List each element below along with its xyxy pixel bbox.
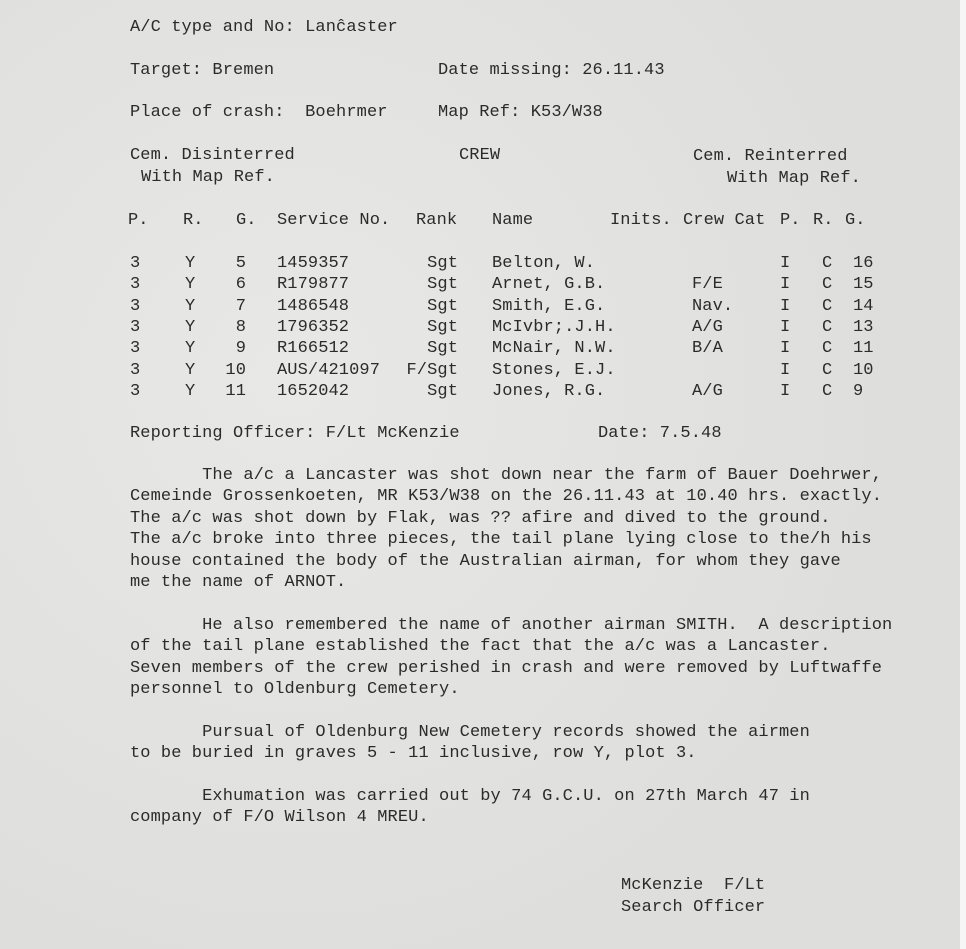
- table-cell: A/G: [692, 381, 723, 401]
- table-cell: Sgt: [427, 381, 458, 401]
- table-cell: 13: [853, 317, 874, 337]
- table-cell: I: [780, 296, 791, 316]
- cem-disinterred-mapref: With Map Ref.: [141, 168, 275, 187]
- column-header: P.: [128, 211, 149, 230]
- table-cell: C: [822, 254, 833, 273]
- table-cell: 7: [235, 296, 246, 316]
- column-header: P.: [780, 211, 801, 230]
- body-line: Cemeinde Grossenkoeten, MR K53/W38 on the 26.11.43 at 10.40 hrs. exactly.: [130, 487, 883, 507]
- table-cell: 1652042: [277, 381, 350, 401]
- map-ref: Map Ref: K53/W38: [438, 103, 603, 122]
- table-cell: 1459357: [277, 254, 350, 273]
- table-cell: Y: [185, 360, 196, 380]
- table-cell: Y: [185, 254, 196, 273]
- date-missing: Date missing: 26.11.43: [438, 61, 665, 80]
- body-line: personnel to Oldenburg Cemetery.: [130, 680, 460, 699]
- table-cell: 5: [235, 254, 246, 273]
- table-cell: 3: [130, 339, 141, 359]
- table-cell: Sgt: [427, 317, 458, 337]
- table-cell: 3: [130, 275, 141, 295]
- table-cell: 8: [235, 317, 246, 337]
- column-header: Name: [492, 211, 534, 230]
- column-header: G.: [845, 211, 866, 230]
- body-line: He also remembered the name of another airman SMITH. A description: [130, 615, 893, 635]
- table-cell: McNair, N.W.: [492, 339, 616, 359]
- table-cell: B/A: [692, 339, 723, 359]
- ac-type: A/C type and No: Lanĉaster: [130, 18, 398, 37]
- body-line: Seven members of the crew perished in crash and were removed by Luftwaffe: [130, 658, 883, 678]
- table-cell: 11: [853, 339, 874, 359]
- cem-reinterred-mapref: With Map Ref.: [727, 169, 861, 188]
- column-header: Service No.: [277, 211, 391, 230]
- table-cell: Y: [185, 296, 196, 316]
- table-cell: 3: [130, 254, 141, 273]
- table-cell: 9: [853, 381, 864, 401]
- table-cell: I: [780, 381, 791, 401]
- table-cell: 3: [130, 296, 141, 316]
- column-header: R.: [183, 211, 204, 230]
- table-cell: Arnet, G.B.: [492, 275, 606, 295]
- table-cell: Stones, E.J.: [492, 360, 616, 380]
- table-cell: 9: [235, 339, 246, 359]
- table-cell: C: [822, 381, 833, 401]
- table-cell: I: [780, 339, 791, 359]
- table-cell: Sgt: [427, 275, 458, 295]
- table-cell: 3: [130, 360, 141, 380]
- table-cell: Sgt: [427, 296, 458, 316]
- cem-reinterred: Cem. Reinterred: [693, 147, 848, 166]
- column-header: Rank: [416, 211, 458, 230]
- table-cell: 15: [853, 275, 874, 295]
- table-cell: AUS/421097: [277, 360, 381, 380]
- table-cell: Smith, E.G.: [492, 296, 606, 316]
- table-cell: I: [780, 254, 791, 273]
- table-cell: 6: [235, 275, 246, 295]
- table-cell: McIvbr;.J.H.: [492, 317, 616, 337]
- table-cell: F/Sgt: [406, 360, 458, 380]
- table-cell: C: [822, 360, 833, 380]
- body-line: The a/c a Lancaster was shot down near the farm of Bauer Doehrwer,: [130, 466, 883, 485]
- body-line: Exhumation was carried out by 74 G.C.U. on 27th March 47 in: [130, 787, 810, 806]
- table-cell: Y: [185, 317, 196, 337]
- table-cell: 10: [853, 360, 874, 380]
- table-cell: Sgt: [427, 254, 458, 273]
- table-cell: 14: [853, 296, 874, 316]
- column-header: Crew Cat: [683, 211, 766, 230]
- table-cell: 11: [225, 381, 246, 401]
- table-cell: R179877: [277, 275, 350, 295]
- table-cell: Y: [185, 275, 196, 295]
- signature-title: Search Officer: [621, 898, 766, 917]
- table-cell: 3: [130, 381, 141, 401]
- reporting-officer: Reporting Officer: F/Lt McKenzie: [130, 424, 460, 443]
- signature-name: McKenzie F/Lt: [621, 876, 766, 895]
- body-line: Pursual of Oldenburg New Cemetery records showed the airmen: [130, 722, 810, 742]
- table-cell: 3: [130, 317, 141, 337]
- body-line: to be buried in graves 5 - 11 inclusive, row Y, plot 3.: [130, 744, 697, 764]
- table-cell: I: [780, 275, 791, 295]
- table-cell: C: [822, 317, 833, 337]
- table-cell: C: [822, 275, 833, 295]
- table-cell: Y: [185, 381, 196, 401]
- body-line: The a/c broke into three pieces, the tail plane lying close to the/h his: [130, 530, 872, 550]
- table-cell: Sgt: [427, 339, 458, 359]
- table-cell: F/E: [692, 275, 723, 295]
- report-date: Date: 7.5.48: [598, 424, 722, 443]
- table-cell: A/G: [692, 317, 723, 337]
- body-line: The a/c was shot down by Flak, was ?? afire and dived to the ground.: [130, 508, 831, 528]
- column-header: G.: [236, 211, 257, 230]
- table-cell: I: [780, 317, 791, 337]
- table-cell: R166512: [277, 339, 350, 359]
- cem-disinterred: Cem. Disinterred: [130, 146, 295, 165]
- table-cell: 1796352: [277, 317, 350, 337]
- body-line: of the tail plane established the fact that the a/c was a Lancaster.: [130, 637, 831, 657]
- table-cell: I: [780, 360, 791, 380]
- table-cell: Y: [185, 339, 196, 359]
- body-line: house contained the body of the Australian airman, for whom they gave: [130, 551, 841, 571]
- body-line: me the name of ARNOT.: [130, 573, 347, 592]
- target: Target: Bremen: [130, 61, 275, 80]
- table-cell: C: [822, 339, 833, 359]
- table-cell: 1486548: [277, 296, 350, 316]
- table-cell: C: [822, 296, 833, 316]
- table-cell: 16: [853, 254, 874, 273]
- crew-heading: CREW: [459, 146, 501, 165]
- table-cell: 10: [225, 360, 246, 380]
- page-edge: [960, 0, 966, 949]
- place-of-crash: Place of crash: Boehrmer: [130, 103, 388, 122]
- column-header: Inits.: [610, 211, 672, 230]
- table-cell: Belton, W.: [492, 254, 596, 273]
- table-cell: Nav.: [692, 296, 734, 316]
- column-header: R.: [813, 211, 834, 230]
- body-line: company of F/O Wilson 4 MREU.: [130, 808, 429, 828]
- table-cell: Jones, R.G.: [492, 381, 606, 401]
